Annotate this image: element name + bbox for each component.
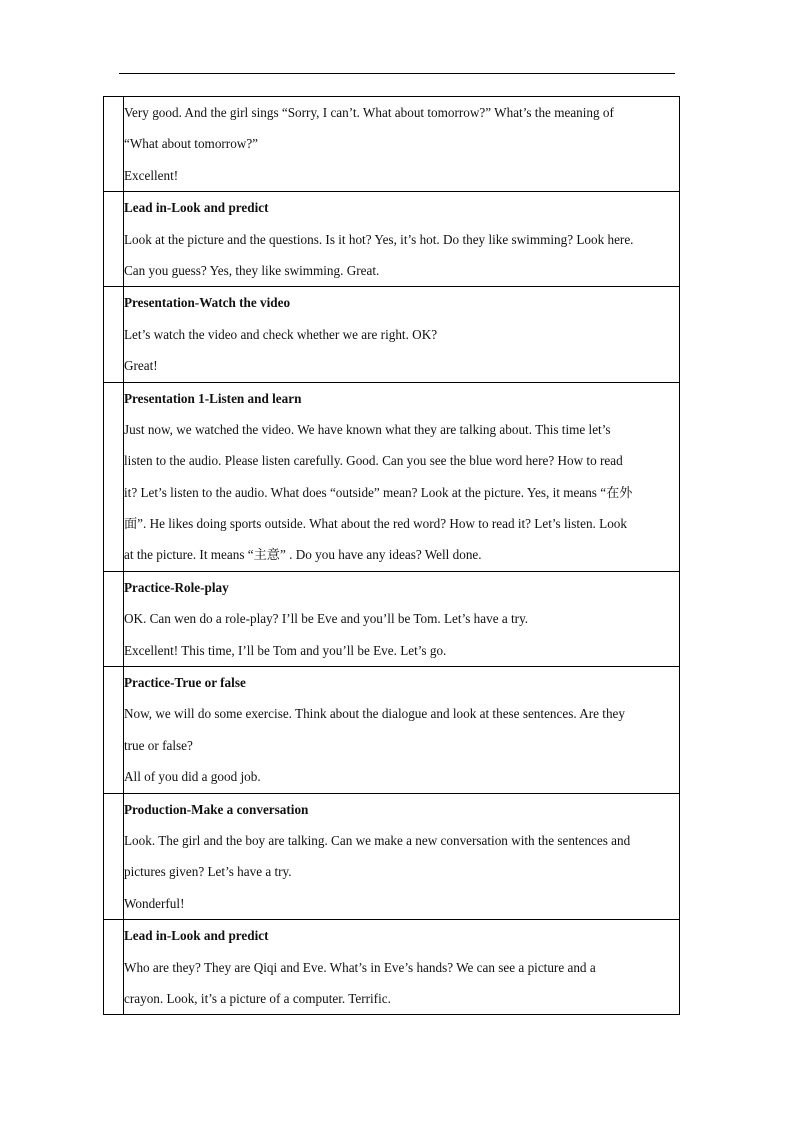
body-line: 面”. He likes doing sports outside. What about the red word? How to read it? Let’s listen. Look xyxy=(124,516,627,532)
body-line: listen to the audio. Please listen carefully. Good. Can you see the blue word here? How to read xyxy=(124,453,623,469)
body-line: Excellent! xyxy=(124,167,179,183)
body-line: at the picture. It means “主意” . Do you have any ideas? Well done. xyxy=(124,547,482,563)
body-line: Great! xyxy=(124,358,158,374)
section-heading: Presentation 1-Listen and learn xyxy=(124,390,302,406)
body-line: pictures given? Let’s have a try. xyxy=(124,864,292,880)
row-label-cell xyxy=(104,667,124,794)
row-content-cell xyxy=(124,97,680,192)
body-line: Now, we will do some exercise. Think about the dialogue and look at these sentences. Are they xyxy=(124,706,625,722)
body-line: Look. The girl and the boy are talking. Can we make a new conversation with the sentences and xyxy=(124,832,631,848)
row-content-cell xyxy=(124,382,680,571)
row-content-cell xyxy=(124,920,680,1015)
body-line: Can you guess? Yes, they like swimming. Great. xyxy=(124,262,380,278)
body-line: All of you did a good job. xyxy=(124,769,261,785)
body-line: it? Let’s listen to the audio. What does “outside” mean? Look at the picture. Yes, it means “在外 xyxy=(124,484,633,500)
section-heading: Practice-Role-play xyxy=(124,579,229,595)
table-row xyxy=(104,382,680,571)
row-label-cell xyxy=(104,192,124,287)
body-line: Very good. And the girl sings “Sorry, I can’t. What about tomorrow?” What’s the meaning of xyxy=(124,105,614,120)
body-line: “What about tomorrow?” xyxy=(124,136,259,152)
row-label-cell xyxy=(104,382,124,571)
body-line: true or false? xyxy=(124,737,193,753)
section-heading: Presentation-Watch the video xyxy=(124,295,291,311)
row-label-cell xyxy=(104,97,124,192)
section-heading: Practice-True or false xyxy=(124,675,246,691)
table-row xyxy=(104,287,680,382)
row-label-cell xyxy=(104,287,124,382)
body-line: OK. Can wen do a role-play? I’ll be Eve and you’ll be Tom. Let’s have a try. xyxy=(124,611,529,627)
body-line: Just now, we watched the video. We have known what they are talking about. This time let’s xyxy=(124,421,611,437)
row-content-cell xyxy=(124,287,680,382)
body-line: Who are they? They are Qiqi and Eve. What’s in Eve’s hands? We can see a picture and a xyxy=(124,959,596,975)
table-row xyxy=(104,192,680,287)
body-line: crayon. Look, it’s a picture of a computer. Terrific. xyxy=(124,990,391,1006)
row-label-cell xyxy=(104,793,124,920)
body-line: Excellent! This time, I’ll be Tom and you’ll be Eve. Let’s go. xyxy=(124,642,447,658)
body-line: Wonderful! xyxy=(124,895,185,911)
section-heading: Production-Make a conversation xyxy=(124,801,309,817)
row-content-cell xyxy=(124,667,680,794)
table-row xyxy=(104,571,680,666)
row-content-cell xyxy=(124,192,680,287)
row-label-cell xyxy=(104,571,124,666)
table-row xyxy=(104,793,680,920)
lesson-plan-table xyxy=(103,96,680,1015)
body-line: Let’s watch the video and check whether we are right. OK? xyxy=(124,326,438,342)
section-heading: Lead in-Look and predict xyxy=(124,928,269,944)
row-content-cell xyxy=(124,571,680,666)
row-content-cell xyxy=(124,793,680,920)
table-row xyxy=(104,920,680,1015)
table-row xyxy=(104,667,680,794)
section-heading: Lead in-Look and predict xyxy=(124,200,269,216)
header-rule xyxy=(119,73,675,74)
body-line: Look at the picture and the questions. Is it hot? Yes, it’s hot. Do they like swimming? Look here. xyxy=(124,231,634,247)
table-row xyxy=(104,97,680,192)
row-label-cell xyxy=(104,920,124,1015)
